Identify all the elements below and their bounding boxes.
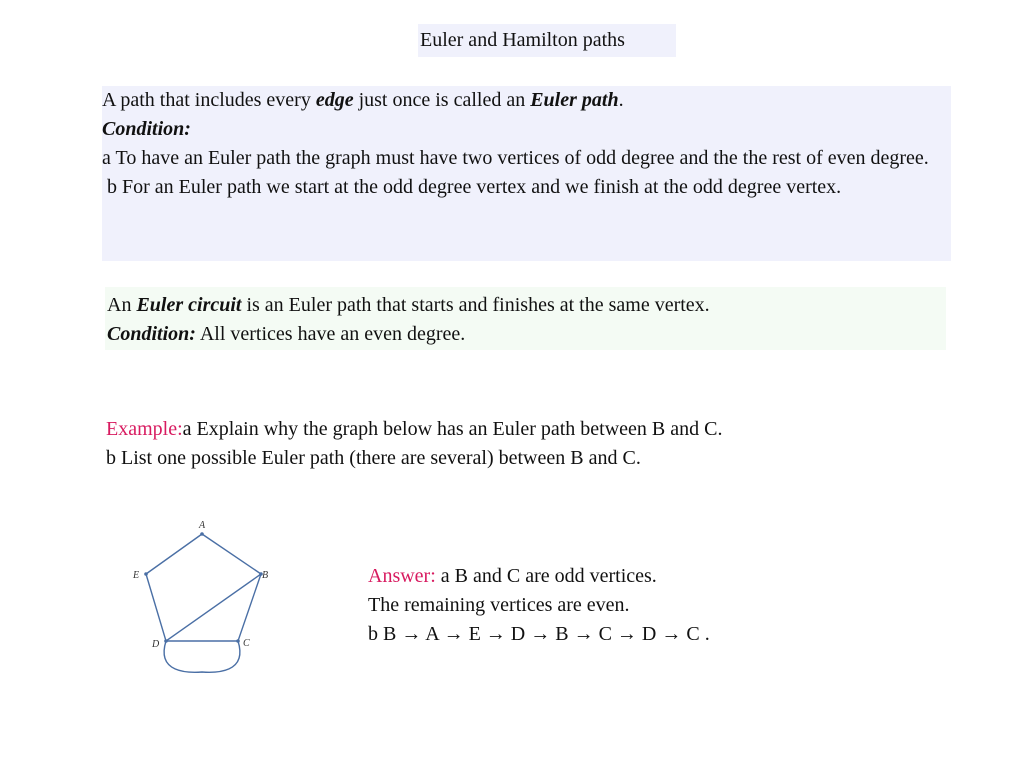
example-block <box>106 415 986 473</box>
euler-path-term: Euler path <box>530 89 619 111</box>
vertex-label-e: E <box>133 570 140 581</box>
euler-circuit-condition: Condition: All vertices have an even degree. <box>107 323 466 345</box>
edge-term: edge <box>315 89 354 111</box>
euler-circuit-definition: An Euler circuit is an Euler path that starts and finishes at the same vertex. <box>107 294 710 316</box>
vertex-label-b: B <box>262 570 269 581</box>
example-label: Example: <box>106 418 183 440</box>
vertex-label-d: D <box>152 639 160 650</box>
euler-circuit-term: Euler circuit <box>136 294 242 316</box>
euler-path-box <box>102 86 951 261</box>
euler-circuit-box <box>105 287 946 350</box>
edge-a-b <box>202 534 261 574</box>
euler-path-definition: A path that includes every edge just once is called an Euler path. <box>102 89 624 111</box>
graph-diagram <box>120 508 300 688</box>
condition-label: Condition: <box>107 323 196 345</box>
answer-block <box>368 562 888 649</box>
answer-line-2: The remaining vertices are even. <box>368 594 630 616</box>
vertex-label-a: A <box>199 520 206 531</box>
vertex-c <box>236 639 240 643</box>
answer-part-b: b B → A → E → D → B → C → D → C . <box>368 623 710 645</box>
edge-d-c-curve <box>164 641 240 672</box>
vertex-a <box>200 532 204 536</box>
answer-part-a: Answer: a B and C are odd vertices. <box>368 565 657 587</box>
edge-a-e <box>146 534 202 574</box>
graph-edges <box>146 534 261 672</box>
condition-b: b For an Euler path we start at the odd degree vertex and we finish at the odd degree vertex. <box>102 176 842 198</box>
edge-e-d <box>146 574 166 641</box>
vertex-label-c: C <box>243 638 250 649</box>
answer-label: Answer: <box>368 565 436 587</box>
vertex-e <box>144 572 148 576</box>
condition-label: Condition: <box>102 118 191 140</box>
vertex-d <box>164 639 168 643</box>
edge-b-d <box>166 574 261 641</box>
edge-b-c <box>238 574 261 641</box>
example-part-a: Example:a Explain why the graph below has an Euler path between B and C. <box>106 418 723 440</box>
condition-a: a To have an Euler path the graph must have two vertices of odd degree and the the rest of even degree. <box>102 147 929 169</box>
example-part-b: b List one possible Euler path (there are several) between B and C. <box>106 447 641 469</box>
page-title: Euler and Hamilton paths <box>418 24 676 57</box>
